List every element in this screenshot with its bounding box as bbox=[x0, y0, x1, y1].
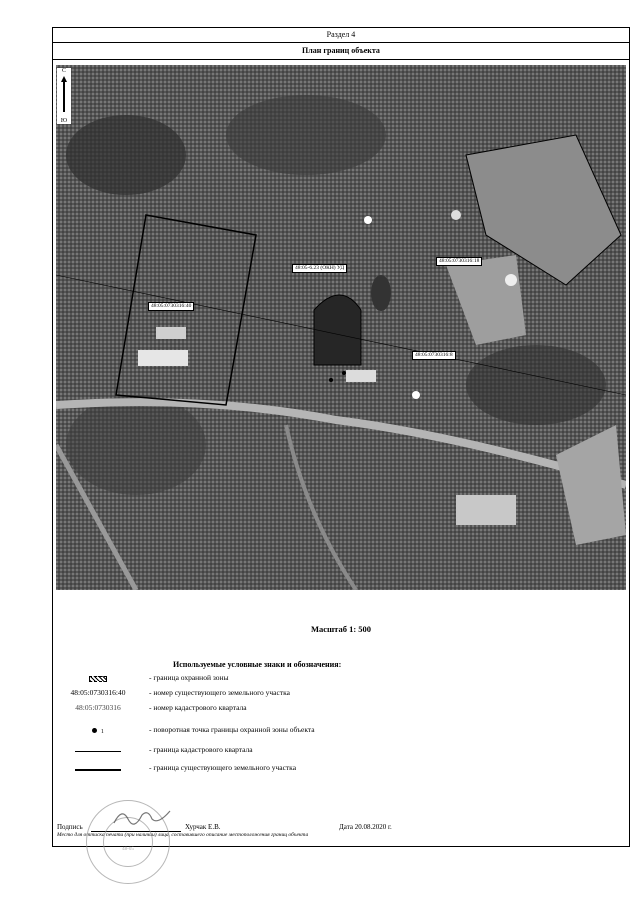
plan-title: План границ объекта bbox=[53, 43, 629, 60]
zone-hatch-icon bbox=[53, 673, 143, 684]
aerial-map bbox=[56, 65, 626, 590]
thick-line-icon bbox=[53, 763, 143, 773]
handwritten-signature-icon bbox=[112, 805, 172, 829]
document-frame: Раздел 4 План границ объекта 48:05-6.23 (ОКН) УД 48:05:0730316:40 48:05:0730316:18 48:05:0730316:8 С Ю Масштаб 1: 500 Используемые условные знаки и обозначения: - граница охранной зоны 48:05:0730316:40 - номер существующего земельного участка 48:05:0730316 - номер кадастрового квартала 1 - поворотная точка границы охранной зоны объекта - граница кадастрового квартала - граница существующего земельного участка Подпись Хурчак Е.В. Дата 20.08.2020 г. Место для оттиска печати (при наличии) лица, составившего описание местоположения границ объекта bbox=[52, 27, 630, 847]
parcel-label-right-top: 48:05:0730316:18 bbox=[436, 257, 482, 266]
map-scale: Масштаб 1: 500 bbox=[310, 624, 372, 634]
seal-stamp: 48-05 bbox=[86, 800, 170, 884]
legend-symbol-text: 48:05:0730316:40 bbox=[70, 688, 126, 697]
section-header: Раздел 4 bbox=[53, 28, 629, 43]
compass-north-label: С bbox=[61, 68, 66, 74]
map-drawing bbox=[56, 65, 626, 590]
compass-south-label: Ю bbox=[60, 118, 68, 124]
zone-label: 48:05-6.23 (ОКН) УД bbox=[292, 264, 347, 273]
signature-label: Подпись bbox=[57, 823, 83, 831]
signer-name: Хурчак Е.В. bbox=[185, 823, 221, 831]
legend-symbol-text: 48:05:0730316 bbox=[75, 703, 121, 712]
thin-line-icon bbox=[53, 745, 143, 754]
signature-date: Дата 20.08.2020 г. bbox=[339, 823, 392, 831]
legend-title: Используемые условные знаки и обозначения: bbox=[173, 660, 342, 669]
compass-shaft bbox=[63, 78, 65, 112]
parcel-label-right-mid: 48:05:0730316:8 bbox=[412, 351, 456, 360]
point-dot-icon: 1 bbox=[53, 725, 143, 735]
stamp-note: Место для оттиска печати (при наличии) лица, составившего описание местоположения границ объекта bbox=[57, 832, 309, 838]
parcel-label-left: 48:05:0730316:40 bbox=[148, 302, 194, 311]
north-arrow bbox=[57, 68, 71, 124]
